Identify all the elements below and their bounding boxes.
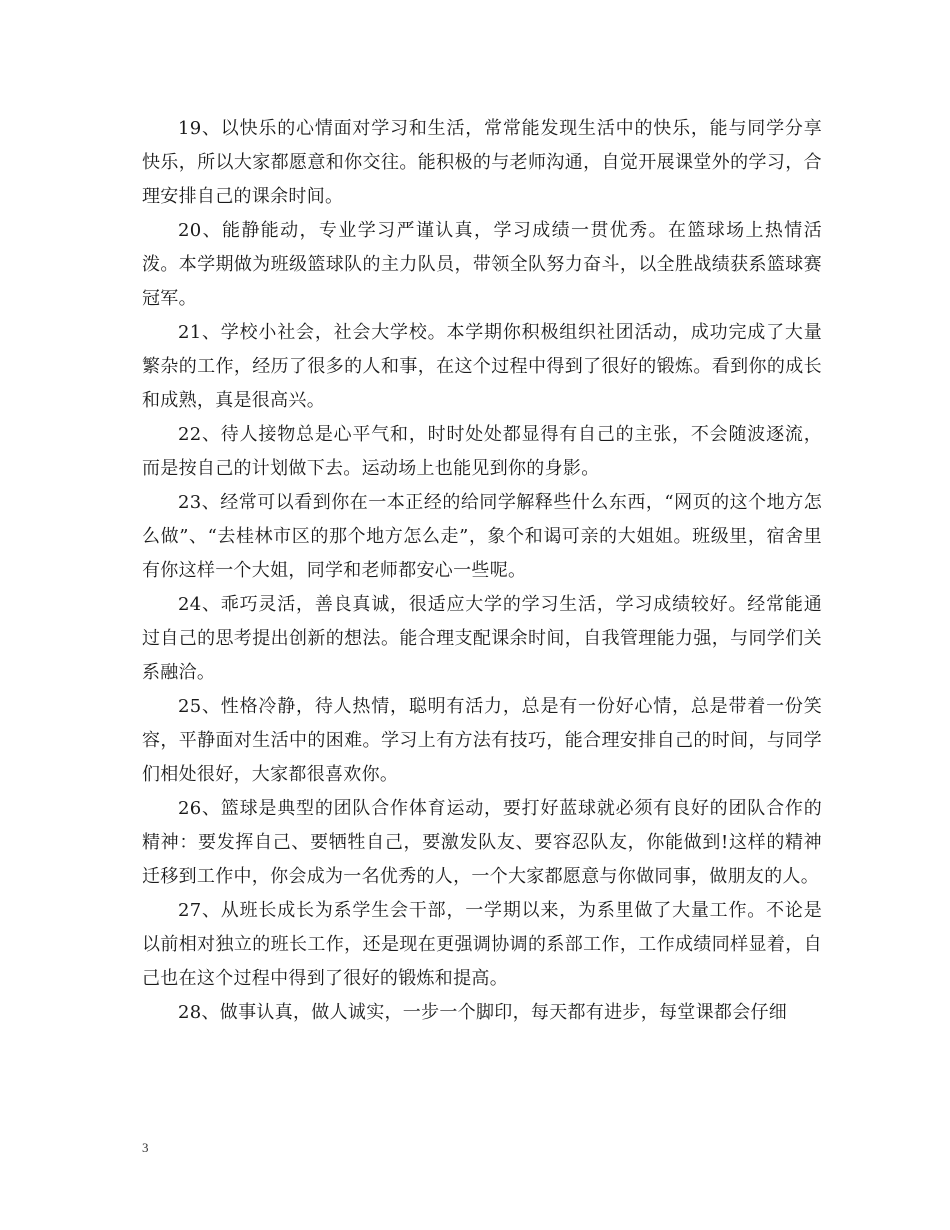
- comment-paragraph-20: 20、能静能动，专业学习严谨认真，学习成绩一贯优秀。在篮球场上热情活泼。本学期做为班级篮球队的主力队员，带领全队努力奋斗，以全胜战绩获系篮球赛冠军。: [142, 220, 822, 309]
- comment-paragraph-19: 19、以快乐的心情面对学习和生活，常常能发现生活中的快乐，能与同学分享快乐，所以大家都愿意和你交往。能积极的与老师沟通，自觉开展课堂外的学习，合理安排自己的课余时间。: [142, 118, 822, 207]
- comment-paragraph-22: 22、待人接物总是心平气和，时时处处都显得有自己的主张，不会随波逐流，而是按自己的计划做下去。运动场上也能见到你的身影。: [142, 424, 822, 479]
- page-number: 3: [142, 1140, 149, 1155]
- document-body: [142, 112, 822, 1030]
- comment-paragraph-24: 24、乖巧灵活，善良真诚，很适应大学的学习生活，学习成绩较好。经常能通过自己的思考提出创新的想法。能合理支配课余时间，自我管理能力强，与同学们关系融洽。: [142, 594, 822, 683]
- comment-paragraph-21: 21、学校小社会，社会大学校。本学期你积极组织社团活动，成功完成了大量繁杂的工作，经历了很多的人和事，在这个过程中得到了很好的锻炼。看到你的成长和成熟，真是很高兴。: [142, 322, 822, 411]
- comment-paragraph-25: 25、性格冷静，待人热情，聪明有活力，总是有一份好心情，总是带着一份笑容，平静面对生活中的困难。学习上有方法有技巧，能合理安排自己的时间，与同学们相处很好，大家都很喜欢你。: [142, 696, 822, 785]
- comment-paragraph-28: 28、做事认真，做人诚实，一步一个脚印，每天都有进步，每堂课都会仔细: [178, 1002, 788, 1023]
- comment-paragraph-27: 27、从班长成长为系学生会干部，一学期以来，为系里做了大量工作。不论是以前相对独立的班长工作，还是现在更强调协调的系部工作，工作成绩同样显着，自己也在这个过程中得到了很好的锻炼和提高。: [142, 900, 822, 989]
- comment-paragraph-26: 26、篮球是典型的团队合作体育运动，要打好蓝球就必须有良好的团队合作的精神：要发挥自己、要牺牲自己，要激发队友、要容忍队友，你能做到!这样的精神迁移到工作中，你会成为一名优秀的人，一个大家都愿意与你做同事，做朋友的人。: [142, 798, 822, 887]
- comment-paragraph-23: 23、经常可以看到你在一本正经的给同学解释些什么东西，“网页的这个地方怎么做”、“去桂林市区的那个地方怎么走”，象个和谒可亲的大姐姐。班级里，宿舍里有你这样一个大姐，同学和老师都安心一些呢。: [142, 492, 822, 581]
